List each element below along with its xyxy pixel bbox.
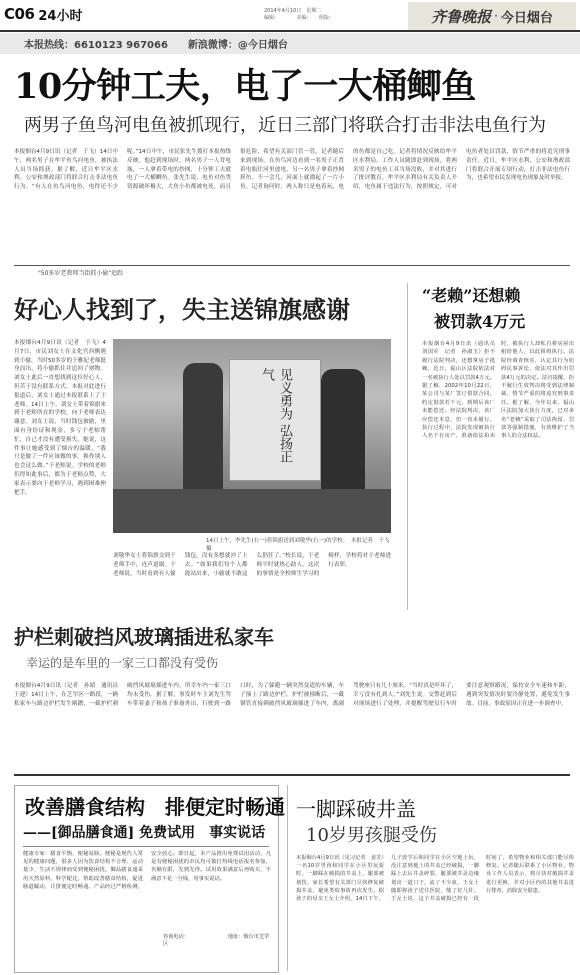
ad-divider: [23, 846, 269, 847]
page-header: [4, 2, 82, 26]
person-figure: [183, 363, 223, 503]
story3-headline: 护栏刺破挡风玻璃插进私家车: [14, 625, 274, 649]
photo-foreground: [113, 489, 391, 533]
header-rule: [0, 30, 580, 32]
story1-body: 本报烟台4月9日讯（记者 于飞）14日中午，两名男子在牟平鱼鸟河电鱼，被执法人员当场抓获。据了解，近日牟平区水利、公安和渔政部门将联合打击非法电鱼行为。“有人在鱼鸟河电鱼，电得还不少呢。”14日中午，市民张先生拨打本报热线反映。他赶到现场时，两名男子一人背电瓶，一人拿着带电的抄网，十分钟工夫就电了一大桶鲫鱼。张先生说，电鱼对鱼类资源破坏极大，大鱼小鱼都被电死，而且很危险，希望有关部门管一管。记者随后来到现场，在鱼鸟河边看到一名男子正背着电瓶往河里放电，另一名男子拿着抄网捞鱼。不一会儿，河面上就漂起了一片小鱼。记者询问时，两人称只是电着玩，电的鱼都是自己吃。记者将情况反映给牟平区水利局，工作人员随即赶到现场，将两名男子的电鱼工具当场没收，并对其进行了批评教育。牟平区水利局有关负责人介绍，电鱼属于违法行为，按照规定，可对电鱼者处以罚款，情节严重的将追究刑事责任。近日，牟平区水利、公安和渔政部门将联合开展专项行动，打击非法电鱼行为，也希望市民发现电鱼现象及时举报。: [14, 149, 570, 191]
column-divider: [287, 785, 288, 971]
advertisement: [14, 785, 285, 973]
ad-subheadline: ——[御品膳食通] 免费试用 事实说话: [23, 825, 266, 841]
weibo-text: 新浪微博：@今日烟台: [187, 40, 288, 51]
news-photo: [113, 339, 391, 533]
story4-headline-line1: 一脚踩破井盖: [296, 797, 416, 821]
ad-body: 健康专家：膳食平衡，便秘易除。便秘是现代人常见的健康问题，很多人因为饮食结构不合理、运动量少、生活不规律而受到便秘困扰。御品膳食通采用天然原料，科学配比，帮助改善膳食结构，促进肠道蠕动，让排便定时畅通。产品经过严格检测，安全放心。即日起，本产品推出免费试用活动，凡是有便秘困扰的市民均可拨打热线电话报名参加，名额有限，先到先得。试用效果满意后再购买，不满意不花一分钱，用事实说话。: [23, 851, 271, 890]
masthead-logo: 齐鲁晚报: [431, 7, 492, 26]
contact-bar: [0, 33, 580, 54]
silk-banner: [229, 359, 321, 481]
section-name: 24小时: [38, 8, 83, 24]
masthead-edition: 今日烟台: [500, 10, 553, 26]
story2-body-left: 本报烟台4月9日讯（记者 于飞）4月7日，市民刘女士在文化宫西侧遇到小偷，当时50多岁的于雅妃老师挺身而出，将小偷抓住并追回了财物。刘女士此后一直想找到这位好心人，但苦于没有联系方式。本报对此进行报道后，刘女士通过本报联系上了于老师。14日上午，刘女士带着锦旗来到于老师所在的学校，向于老师表达谢意。刘女士说，当时钱包被偷，里面有身份证和现金，多亏于老师帮忙，自己才没有遭受损失。她说，这件事让她感受到了烟台的温暖。“我只是做了一件应该做的事，换作别人也会这么做。”于老师说。学校的老师们得知此事后，都为于老师点赞，大家表示要向于老师学习，遇到困难伸把手。: [14, 340, 106, 496]
person-figure: [321, 369, 365, 509]
column-divider: [407, 283, 408, 610]
banner-text: 见义勇为 弘扬正气: [259, 368, 292, 464]
issue-date: 2014年4月10日 星期二: [264, 8, 322, 14]
side-body: 本报烟台4月9日讯（通讯员 刘国军 记者 孙淑玉）拒不履行法院判决，还想拿房子抵赖。近日，福山区法院依法对一名被执行人处以罚款4万元。据了解，2002年10月22日，某公司与某厂签订借款合同，约定借款若干元，到期后该厂未能偿还。经法院判决，该厂应偿还本息，但一直未履行。执行过程中，法院发现被执行人名下有房产，准备依法拍卖时，被执行人却私自将房屋出租给他人，以此阻碍执行。法院经调查核实，认定其行为妨碍民事诉讼，依法对其作出罚款4万元的决定。法官提醒，拒不履行生效判决将受到法律制裁，情节严重的将追究刑事责任。据了解，今年以来，福山区法院加大执行力度，已对多名“老赖”采取了司法拘留、罚款等强制措施，有效维护了当事人的合法权益。: [422, 341, 574, 440]
story3-body: 本报烟台4月9日讯（记者 孙婧 通讯员 王建）14日上午，在芝罘区一路段，一辆私家车与路边护栏发生剐蹭，一截护栏刺破挡风玻璃插进车内，所幸车内一家三口均未受伤。据了解，事发时车主刘先生驾车带着妻子和孩子准备外出，行驶到一路口时，为了躲避一辆突然变道的车辆，车子撞上了路边护栏。护栏被撞断后，一截钢管直接刺破挡风玻璃插进了车内，离副驾驶座只有几十厘米。“当时真是吓坏了，幸亏没有扎到人。”刘先生说。交警赶到后对现场进行了处理，并提醒驾驶员行车时要注意观察路况，保持安全车速和车距，遇到突发情况时要冷静处置，避免发生事故。目前，事故原因正在进一步调查中。: [14, 683, 570, 707]
masthead-separator: ·: [494, 9, 498, 23]
story2-body-bottom: 刘敬华女士将锦旗交到于老师手中，连声道谢。于老师说，当时看到有人偷钱包，没有多想就冲了上去。“如果我们每个人都能站出来，小偷就不敢这么猖狂了。”校长说，于老师平时就热心助人，这次的事情是全校师生学习的榜样，学校将对于老师进行表彰。: [113, 553, 391, 577]
ad-headline: 改善膳食结构 排便定时畅通: [25, 795, 285, 819]
story1-subheadline: 两男子鱼鸟河电鱼被抓现行，近日三部门将联合打击非法电鱼行为: [24, 115, 546, 136]
editor-credits: 编辑： 美编： 组版：: [264, 15, 335, 21]
divider: [14, 774, 570, 776]
story4-body: 本报烟台4月9日讯（见习记者 姜芳）一名10岁男孩和同学在小区里玩耍时，一脚踩在破损的井盖上，腿部被划伤。家长希望有关部门尽快修复破损井盖，避免类似事故再次发生。据孩子的母亲王女士介绍，14日下午，儿子放学后和同学在小区空地上玩，没注意到地上的井盖已经破损，一脚踩上去后井盖碎裂，腿部被井盖边缘划出一道口子，流了不少血。王女士随即将孩子送往医院，缝了好几针。王女士说，这个井盖破损已经有一段时间了，希望物业和相关部门能尽快修复。记者随后联系了小区物业，物业工作人员表示，将尽快对破损井盖进行更换，并对小区内的其他井盖进行排查，消除安全隐患。: [296, 855, 574, 903]
followup-tag: "50多岁老教师当街抓小偷"追踪: [38, 270, 124, 277]
story4-headline-line2: 10岁男孩腿受伤: [306, 825, 437, 846]
side-title-line2: 被罚款4万元: [434, 312, 526, 331]
side-title-line1: “老赖”还想赖: [422, 286, 521, 305]
divider: [14, 265, 570, 266]
ad-contact: 咨询电话： 地址：烟台市芝罘区: [163, 934, 270, 947]
story3-subheadline: 幸运的是车里的一家三口都没有受伤: [26, 656, 219, 670]
hotline-text: 本报热线：6610123 967066: [24, 40, 168, 51]
story1-headline: 10分钟工夫，电了一大桶鲫鱼: [14, 66, 476, 107]
story2-headline: 好心人找到了，失主送锦旗感谢: [14, 295, 350, 324]
page-number: C06: [4, 5, 35, 23]
issue-meta: [264, 8, 392, 22]
photo-caption: 14日上午，李先生(右一)将锦旗送到刘敬华(右一)的学校。 本报记者 于飞 摄: [206, 538, 395, 552]
masthead: [408, 2, 576, 30]
